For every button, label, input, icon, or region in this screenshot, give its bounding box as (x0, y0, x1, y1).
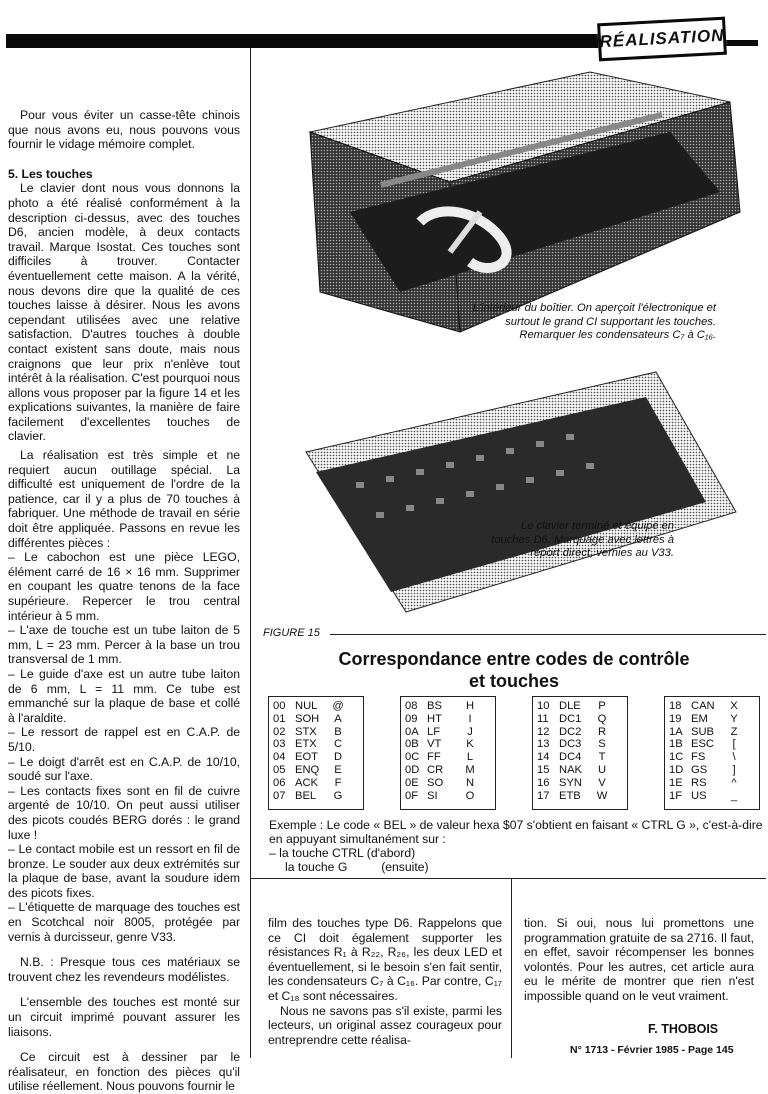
code-name: EM (691, 712, 708, 725)
hex-code: 00 (273, 700, 286, 712)
code-name: SUB (691, 725, 715, 738)
hex-code: 0C (405, 751, 420, 764)
key-letter: ^ (731, 776, 737, 789)
key-letter: N (465, 776, 475, 789)
key-letter: D (333, 751, 343, 764)
code-name: DC4 (559, 751, 582, 764)
hex-code: 19 (669, 712, 682, 725)
key-letter: Q (597, 712, 607, 725)
figure-title (262, 648, 766, 692)
hex-code: 1D (669, 763, 684, 776)
table-row (405, 726, 491, 739)
body-paragraph: film des touches type D6. Rappelons que ce CI doit également supporter les résistances R₁ à R₂₂, R₂₆, les deux LED et éventuellement, si le besoin s'en fait sentir, les condensateurs C₇ à C₁₆. Par contre, C₁₇ et C₁₈ sont nécessaires. (268, 916, 502, 1003)
keyboard-photo-caption: Le clavier terminé et équipé en touches D6. Marquage avec lettres à report direct, vernies au V33. (491, 520, 674, 560)
table-row (669, 700, 755, 713)
hex-code: 0B (405, 738, 419, 751)
code-name: BS (427, 700, 442, 712)
body-paragraph: – Le doigt d'arrêt est en C.A.P. de 10/10, soudé sur l'axe. (8, 754, 240, 784)
control-code-table (268, 696, 364, 810)
hex-code: 13 (537, 738, 550, 751)
body-paragraph: Le clavier dont nous vous donnons la photo a été réalisé conformément à la description ci-dessus, avec des touches D6, ancien modèle, à deux contacts travail. Marque Isostat. Ces touches sont difficiles à trouver. Contacter éventuellement cette maison. A la vérité, nous devons dire que la qualité de ces touches laisse à désirer. Nous les avons cependant utilisées avec une relative satisfaction. D'autres touches à double contact existent sans doute, mais nous craignons que leur prix n'enlève tout intérêt à la réalisation. C'est pourquoi nous allons vous proposer par la figure 14 et les explications suivantes, la manière de faire facilement d'excellentes touches de clavier. (8, 181, 240, 444)
key-letter: \ (732, 751, 736, 764)
hex-code: 07 (273, 789, 286, 802)
hex-code: 09 (405, 712, 418, 725)
table-row (669, 738, 755, 751)
hex-code: 1B (669, 738, 683, 751)
hex-code: 08 (405, 700, 418, 712)
code-name: FS (691, 751, 706, 764)
key-letter: G (333, 789, 343, 802)
control-code-table (664, 696, 760, 810)
intro-paragraph: Pour vous éviter un casse-tête chinois que nous avons eu, nous pouvons vous fournir le vidage mémoire complet. (8, 108, 240, 152)
key-letter: @ (332, 700, 344, 712)
table-row (669, 726, 755, 739)
code-name: FF (427, 751, 441, 764)
table-row (273, 790, 359, 803)
key-letter: M (465, 763, 475, 776)
key-letter: _ (730, 789, 738, 802)
code-name: DC2 (559, 725, 582, 738)
figure-example (269, 818, 763, 874)
hex-code: 1C (669, 751, 684, 764)
interior-photo-caption: L'intérieur du boîtier. On aperçoit l'électronique et surtout le grand CI supportant les touches. Remarquer les condensateurs C₇ à C₁₆. (472, 302, 716, 342)
code-name: NUL (295, 700, 318, 712)
table-row (537, 738, 623, 751)
code-name: US (691, 789, 707, 802)
code-name: CAN (691, 700, 715, 712)
key-letter: A (334, 712, 342, 725)
hex-code: 18 (669, 700, 682, 712)
control-code-table (400, 696, 496, 810)
example-line: – la touche CTRL (d'abord) (269, 846, 416, 860)
example-line: Exemple : Le code « BEL » de valeur hexa $07 s'obtient en faisant « CTRL G », c'est-à-dire en appuyant simultanément sur : (269, 818, 763, 846)
keyboard-photo (296, 352, 756, 622)
hex-code: 04 (273, 751, 286, 764)
right-bottom-column (524, 916, 754, 1004)
code-name: SO (427, 776, 444, 789)
code-name: ENQ (295, 763, 320, 776)
hex-code: 1E (669, 776, 683, 789)
code-name: CR (427, 763, 444, 776)
figure-title-line1: Correspondance entre codes de contrôle (338, 649, 690, 669)
figure-top-rule (330, 634, 766, 635)
table-row (273, 738, 359, 751)
hex-code: 02 (273, 725, 286, 738)
table-row (537, 777, 623, 790)
figure-bottom-rule (251, 878, 766, 879)
section-heading: 5. Les touches (8, 166, 93, 181)
table-row (273, 726, 359, 739)
control-code-table (532, 696, 628, 810)
table-row (405, 700, 491, 713)
key-letter: R (597, 725, 607, 738)
hex-code: 1A (669, 725, 683, 738)
header-bar (6, 34, 604, 48)
body-paragraph: – L'étiquette de marquage des touches est en Scotchcal noir 8005, protégée par vernis à durcisseur, genre V33. (8, 900, 240, 944)
code-name: EOT (295, 751, 318, 764)
code-name: ACK (295, 776, 319, 789)
key-letter: [ (732, 738, 736, 751)
hex-code: 14 (537, 751, 550, 764)
table-row (669, 777, 755, 790)
hex-code: 06 (273, 776, 286, 789)
key-letter: S (598, 738, 606, 751)
hex-code: 12 (537, 725, 550, 738)
table-row (537, 700, 623, 713)
table-row (669, 790, 755, 803)
key-letter: H (465, 700, 475, 712)
table-row (405, 738, 491, 751)
body-paragraph: – Le contact mobile est un ressort en fil de bronze. Le souder aux deux extrémités sur la plaque de base, avant la soudure idem des picots fixes. (8, 842, 240, 900)
code-name: VT (427, 738, 442, 751)
code-name: ETB (559, 789, 581, 802)
code-name: DC1 (559, 712, 582, 725)
nb-paragraph: N.B. : Presque tous ces matériaux se trouvent chez les revendeurs modélistes. (8, 955, 240, 984)
hex-code: 03 (273, 738, 286, 751)
key-letter: X (730, 700, 738, 712)
key-letter: C (333, 738, 343, 751)
hex-code: 0F (405, 789, 419, 802)
page-info: N° 1713 - Février 1985 - Page 145 (570, 1044, 734, 1056)
code-name: SYN (559, 776, 583, 789)
table-row (537, 751, 623, 764)
body-paragraph: – Les contacts fixes sont en fil de cuivre argenté de 10/10. On peut aussi utiliser des picots coudés BERG dorés : le grand luxe ! (8, 783, 240, 842)
table-row (405, 764, 491, 777)
hex-code: 1F (669, 789, 683, 802)
column-divider-left (250, 48, 251, 1058)
code-name: BEL (295, 789, 317, 802)
table-row (669, 751, 755, 764)
table-row (405, 777, 491, 790)
key-letter: P (598, 700, 606, 712)
body-paragraph: Ce circuit est à dessiner par le réalisateur, en fonction des pièces qu'il utilise réellement. Nous pouvons fournir le (8, 1050, 240, 1094)
key-letter: I (468, 712, 472, 725)
body-paragraph: La réalisation est très simple et ne requiert aucun outillage spécial. La difficulté est uniquement de l'ordre de la patience, car il y a plus de 70 touches à fabriquer. Une méthode de travail en série doit être appliquée. Passons en revue les différentes pièces : (8, 448, 240, 550)
body-paragraph: – L'axe de touche est un tube laiton de 5 mm, L = 23 mm. Percer à la base un trou transversal de 1 mm. (8, 623, 240, 667)
body-paragraph: – Le guide d'axe est un autre tube laiton de 6 mm, L = 11 mm. Ce tube est emmanché sur la plaque de base et collé à l'araldite. (8, 666, 240, 725)
key-letter: W (596, 789, 608, 802)
table-row (537, 726, 623, 739)
key-letter: Z (730, 725, 738, 738)
hex-code: 17 (537, 789, 550, 802)
left-column (8, 108, 240, 1094)
table-row (273, 751, 359, 764)
code-name: STX (295, 725, 317, 738)
body-paragraph: L'ensemble des touches est monté sur un circuit imprimé pouvant assurer les liaisons. (8, 995, 240, 1039)
table-row (273, 700, 359, 713)
code-name: RS (691, 776, 707, 789)
key-letter: E (334, 763, 342, 776)
table-row (537, 790, 623, 803)
body-paragraph: – Le cabochon est une pièce LEGO, élément carré de 16 × 16 mm. Supprimer en coupant les quatre tenons de la face supérieure. Repercer le trou central intérieur à 5 mm. (8, 550, 240, 623)
table-row (273, 777, 359, 790)
hex-code: 0D (405, 763, 420, 776)
key-letter: T (598, 751, 606, 764)
key-letter: L (466, 751, 474, 764)
table-row (669, 764, 755, 777)
column-divider-right (511, 878, 512, 1058)
key-letter: O (465, 789, 475, 802)
key-letter: K (466, 738, 474, 751)
body-paragraph: tion. Si oui, nous lui promettons une programmation gratuite de sa 2716. Il faut, en effet, savoir récompenser les bonnes volontés. Pour les autres, cet article aura eu le mérite de montrer que rien n'est impossible quand on le veut vraiment. (524, 916, 754, 1003)
code-name: NAK (559, 763, 583, 776)
body-paragraph: – Le ressort de rappel est en C.A.P. de 5/10. (8, 725, 240, 754)
middle-bottom-column (268, 916, 502, 1047)
code-name: DC3 (559, 738, 582, 751)
key-letter: U (597, 763, 607, 776)
figure-label: FIGURE 15 (263, 627, 324, 639)
code-name: SI (427, 789, 438, 802)
table-row (405, 713, 491, 726)
example-line: la touche G (ensuite) (285, 860, 429, 874)
code-name: ETX (295, 738, 317, 751)
hex-code: 15 (537, 763, 550, 776)
hex-code: 11 (537, 712, 549, 725)
hex-code: 0E (405, 776, 419, 789)
table-row (537, 764, 623, 777)
table-row (405, 751, 491, 764)
hex-code: 01 (273, 712, 286, 725)
hex-code: 16 (537, 776, 550, 789)
table-row (405, 790, 491, 803)
key-letter: F (334, 776, 342, 789)
code-name: GS (691, 763, 708, 776)
table-row (669, 713, 755, 726)
code-name: DLE (559, 700, 581, 712)
hex-code: 05 (273, 763, 286, 776)
key-letter: V (598, 776, 606, 789)
code-name: ESC (691, 738, 715, 751)
key-letter: Y (730, 712, 738, 725)
code-name: LF (427, 725, 441, 738)
key-letter: ] (732, 763, 736, 776)
code-name: SOH (295, 712, 320, 725)
hex-code: 10 (537, 700, 550, 712)
section-badge: RÉALISATION (597, 17, 727, 62)
figure-title-line2: et touches (468, 671, 560, 691)
author-signature: F. THOBOIS (648, 1022, 719, 1036)
table-row (537, 713, 623, 726)
key-letter: B (334, 725, 342, 738)
body-paragraph: Nous ne savons pas s'il existe, parmi les lecteurs, un original assez courageux pour entreprendre cette réalisa- (268, 1003, 502, 1047)
table-row (273, 713, 359, 726)
table-row (273, 764, 359, 777)
code-name: HT (427, 712, 442, 725)
hex-code: 0A (405, 725, 419, 738)
key-letter: J (467, 725, 473, 738)
